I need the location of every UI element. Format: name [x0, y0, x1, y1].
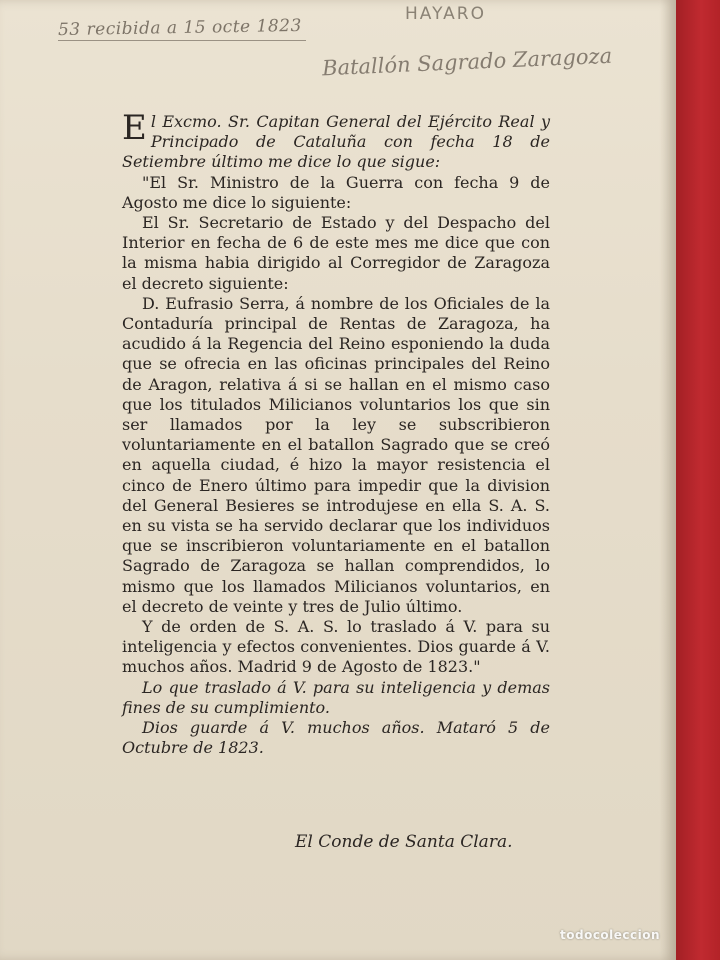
paragraph-1: "El Sr. Ministro de la Guerra con fecha 9 de Agosto me dice lo siguiente: — [122, 172, 550, 212]
paragraph-4: Y de orden de S. A. S. lo traslado á V. para su inteligencia y efectos convenientes. Dios guarde á V. muchos años. Madrid 9 de Agosto de 1823." — [122, 617, 550, 677]
handwritten-battalion-note: Batallón Sagrado Zaragoza — [321, 43, 613, 81]
handwritten-underline — [58, 40, 306, 41]
paragraph-6: Dios guarde á V. muchos años. Mataró 5 de Octubre de 1823. — [122, 718, 550, 758]
intro-text: l Excmo. Sr. Capitan General del Ejército Real y Principado de Cataluña con fecha 18 de Setiembre último me dice lo que sigue: — [122, 112, 550, 172]
document-body — [122, 108, 550, 759]
initial-letter: E — [122, 108, 147, 148]
handwritten-code: HAYARO — [405, 4, 486, 24]
signature-line: El Conde de Santa Clara. — [295, 832, 513, 852]
intro-paragraph — [122, 108, 550, 173]
paragraph-3: D. Eufrasio Serra, á nombre de los Oficiales de la Contaduría principal de Rentas de Zaragoza, ha acudido á la Regencia del Reino esponiendo la duda que se ofrecia en las oficinas principales del Reino de Aragon, relativa á si se hallan en el mismo caso que los titulados Milicianos voluntarios los que sin ser llamados por la ley se subscribieron voluntariamente en el batallon Sagrado que se creó en aquella ciudad, é hizo la mayor resistencia el cinco de Enero último para impedir que la division del General Besieres se introdujese en ella S. A. S. en su vista se ha servido declarar que los individuos que se inscribieron voluntariamente en el batallon Sagrado de Zaragoza se hallan comprendidos, lo mismo que los llamados Milicianos voluntarios, en el decreto de veinte y tres de Julio último. — [122, 293, 550, 616]
handwritten-receipt-note: 53 recibida a 15 octe 1823 — [57, 15, 302, 41]
page-edge-shadow — [660, 0, 676, 960]
red-background — [672, 0, 720, 960]
watermark: todocoleccion — [560, 928, 661, 942]
paragraph-2: El Sr. Secretario de Estado y del Despacho del Interior en fecha de 6 de este mes me dice que con la misma habia dirigido al Corregidor de Zaragoza el decreto siguiente: — [122, 213, 550, 293]
paragraph-5: Lo que traslado á V. para su inteligencia y demas fines de su cumplimiento. — [122, 677, 550, 717]
